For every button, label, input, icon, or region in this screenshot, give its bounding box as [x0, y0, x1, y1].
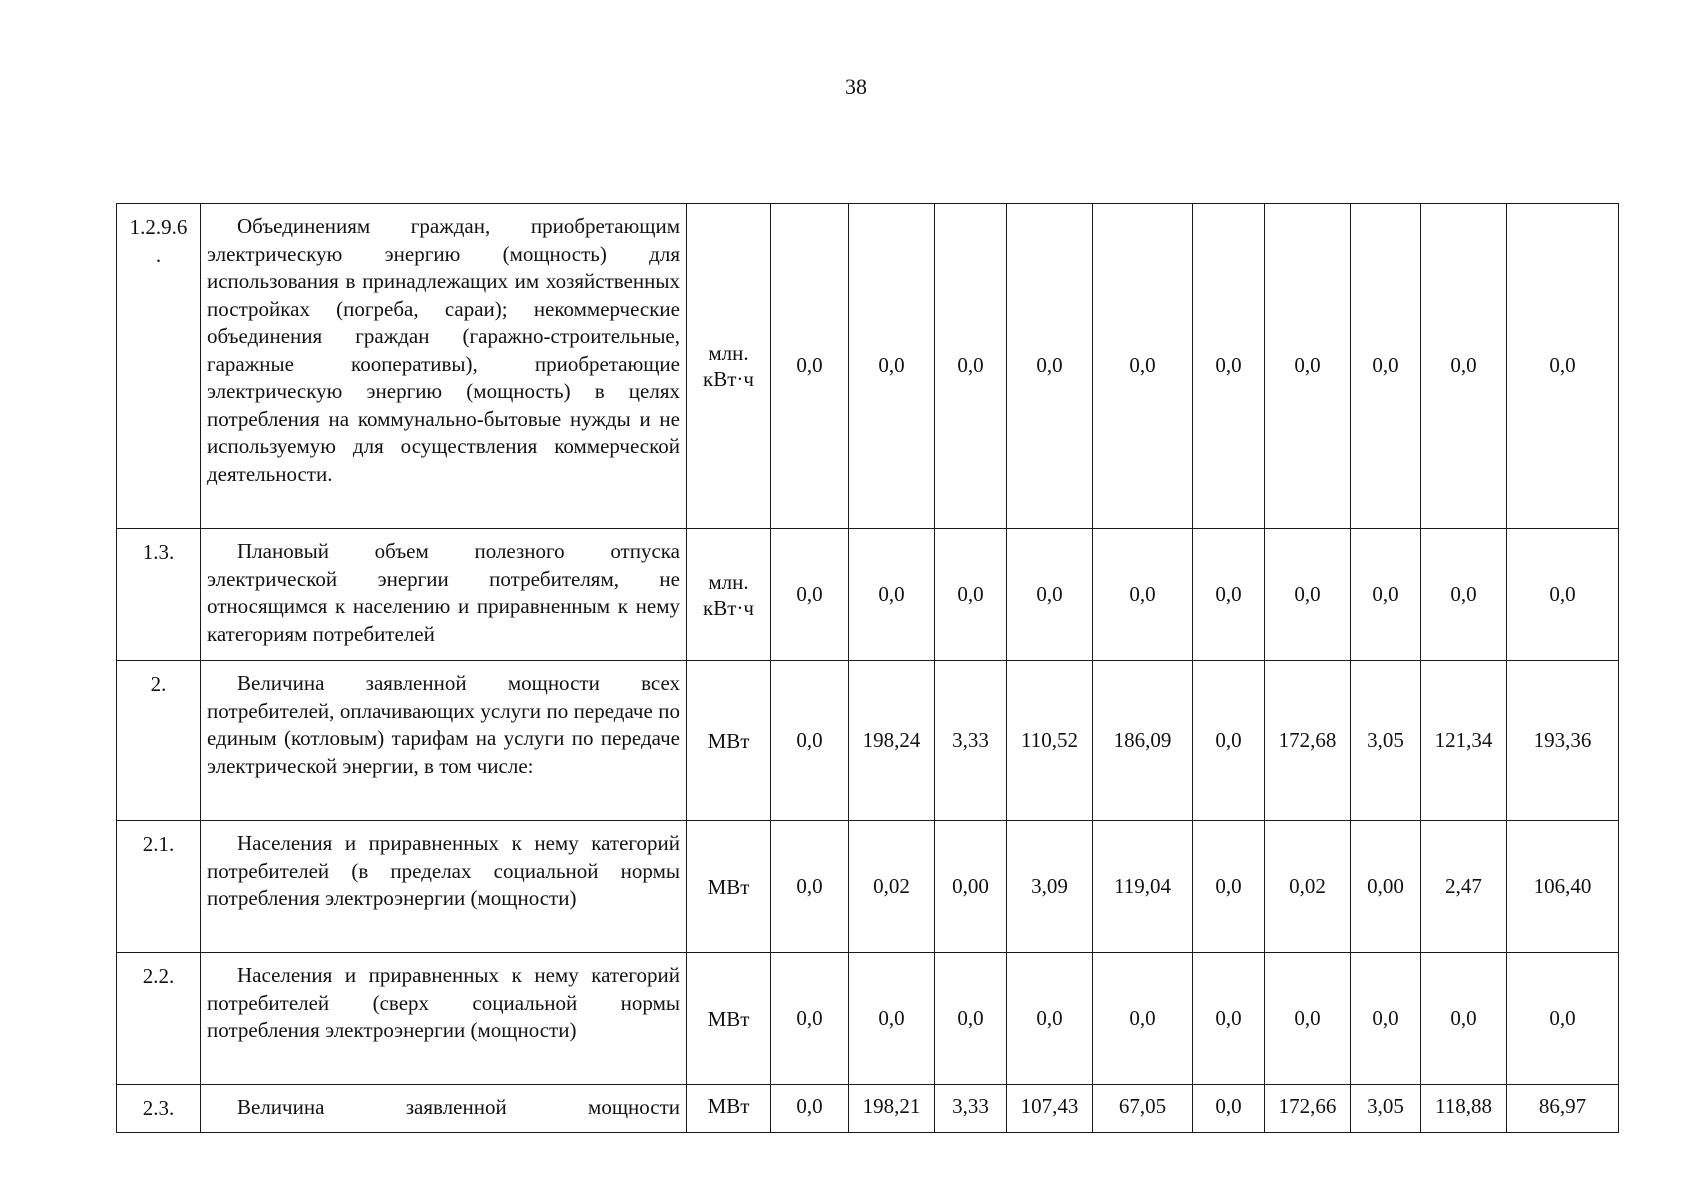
row-value-col-7: 172,66 — [1265, 1085, 1351, 1133]
row-value-col-10: 86,97 — [1507, 1085, 1619, 1133]
row-value-col-8: 0,0 — [1351, 953, 1421, 1085]
row-value-col-4: 0,0 — [1007, 204, 1093, 529]
row-description-text: Плановый объем полезного отпуска электрической энергии потребителям, не относящимся к населению и приравненным к нему категориям потребителей — [207, 539, 680, 646]
row-value-col-9: 118,88 — [1421, 1085, 1507, 1133]
row-description — [201, 953, 687, 1085]
row-description — [201, 821, 687, 953]
table-row — [117, 529, 1619, 661]
row-number: 1.2.9.6 . — [117, 204, 201, 529]
row-description — [201, 1085, 687, 1133]
row-value-col-8: 3,05 — [1351, 661, 1421, 821]
row-value-col-8: 0,0 — [1351, 204, 1421, 529]
table-row — [117, 821, 1619, 953]
row-value-col-6: 0,0 — [1193, 1085, 1265, 1133]
row-value-col-5: 0,0 — [1093, 529, 1193, 661]
row-unit: МВт — [687, 953, 771, 1085]
row-value-col-7: 172,68 — [1265, 661, 1351, 821]
row-description-text: Населения и приравненных к нему категорий потребителей (сверх социальной нормы потребления электроэнергии (мощности) — [207, 963, 680, 1042]
row-value-col-5: 186,09 — [1093, 661, 1193, 821]
row-value-col-3: 0,00 — [935, 821, 1007, 953]
row-number: 2.2. — [117, 953, 201, 1085]
row-value-col-2: 0,0 — [849, 953, 935, 1085]
row-description-text: Величина заявленной мощности — [237, 1095, 680, 1119]
row-value-col-1: 0,0 — [771, 1085, 849, 1133]
row-value-col-6: 0,0 — [1193, 529, 1265, 661]
row-value-col-5: 0,0 — [1093, 953, 1193, 1085]
row-value-col-5: 0,0 — [1093, 204, 1193, 529]
row-value-col-10: 0,0 — [1507, 204, 1619, 529]
row-value-col-1: 0,0 — [771, 529, 849, 661]
row-value-col-8: 0,0 — [1351, 529, 1421, 661]
row-value-col-8: 0,00 — [1351, 821, 1421, 953]
row-unit: МВт — [687, 821, 771, 953]
row-value-col-4: 107,43 — [1007, 1085, 1093, 1133]
row-value-col-3: 0,0 — [935, 204, 1007, 529]
row-value-col-6: 0,0 — [1193, 953, 1265, 1085]
row-value-col-9: 0,0 — [1421, 953, 1507, 1085]
row-value-col-6: 0,0 — [1193, 821, 1265, 953]
row-value-col-2: 0,0 — [849, 204, 935, 529]
row-value-col-10: 0,0 — [1507, 953, 1619, 1085]
row-number: 2. — [117, 661, 201, 821]
row-unit: МВт — [687, 1085, 771, 1133]
row-value-col-1: 0,0 — [771, 661, 849, 821]
row-value-col-4: 3,09 — [1007, 821, 1093, 953]
row-unit: млн. кВт·ч — [687, 204, 771, 529]
row-value-col-9: 121,34 — [1421, 661, 1507, 821]
row-number: 2.1. — [117, 821, 201, 953]
table-row — [117, 204, 1619, 529]
row-value-col-9: 0,0 — [1421, 529, 1507, 661]
row-value-col-7: 0,0 — [1265, 529, 1351, 661]
row-value-col-10: 0,0 — [1507, 529, 1619, 661]
row-value-col-3: 0,0 — [935, 529, 1007, 661]
table-body — [117, 204, 1619, 1133]
row-number: 1.3. — [117, 529, 201, 661]
row-description — [201, 529, 687, 661]
row-value-col-10: 106,40 — [1507, 821, 1619, 953]
row-unit: млн. кВт·ч — [687, 529, 771, 661]
row-value-col-3: 0,0 — [935, 953, 1007, 1085]
row-number: 2.3. — [117, 1085, 201, 1133]
row-value-col-5: 67,05 — [1093, 1085, 1193, 1133]
row-description-text: Объединениям граждан, приобретающим электрическую энергию (мощность) для использования в принадлежащих им хозяйственных постройках (погреба, сараи); некоммерческие объединения граждан (гаражно-строительные, гаражные кооперативы), приобретающие электрическую энергию (мощность) в целях потребления на коммунально-бытовые нужды и не используемую для осуществления коммерческой деятельности. — [207, 214, 680, 486]
row-description-text: Населения и приравненных к нему категорий потребителей (в пределах социальной нормы потребления электроэнергии (мощности) — [207, 831, 680, 910]
row-value-col-7: 0,0 — [1265, 953, 1351, 1085]
row-value-col-1: 0,0 — [771, 204, 849, 529]
row-value-col-2: 0,0 — [849, 529, 935, 661]
row-description — [201, 661, 687, 821]
tariff-table — [116, 203, 1619, 1133]
row-value-col-1: 0,0 — [771, 821, 849, 953]
row-value-col-2: 198,24 — [849, 661, 935, 821]
row-value-col-6: 0,0 — [1193, 204, 1265, 529]
row-unit: МВт — [687, 661, 771, 821]
row-value-col-7: 0,02 — [1265, 821, 1351, 953]
row-value-col-9: 2,47 — [1421, 821, 1507, 953]
page-number: 38 — [845, 74, 867, 99]
table-row — [117, 661, 1619, 821]
row-value-col-4: 0,0 — [1007, 953, 1093, 1085]
row-value-col-10: 193,36 — [1507, 661, 1619, 821]
row-value-col-6: 0,0 — [1193, 661, 1265, 821]
row-value-col-3: 3,33 — [935, 1085, 1007, 1133]
row-value-col-4: 0,0 — [1007, 529, 1093, 661]
row-value-col-2: 198,21 — [849, 1085, 935, 1133]
row-description — [201, 204, 687, 529]
row-description-text: Величина заявленной мощности всех потребителей, оплачивающих услуги по передаче по единым (котловым) тарифам на услуги по передаче электрической энергии, в том числе: — [207, 671, 680, 778]
row-value-col-3: 3,33 — [935, 661, 1007, 821]
table-row — [117, 953, 1619, 1085]
row-value-col-8: 3,05 — [1351, 1085, 1421, 1133]
row-value-col-7: 0,0 — [1265, 204, 1351, 529]
row-value-col-1: 0,0 — [771, 953, 849, 1085]
row-value-col-4: 110,52 — [1007, 661, 1093, 821]
row-value-col-9: 0,0 — [1421, 204, 1507, 529]
row-value-col-5: 119,04 — [1093, 821, 1193, 953]
table-row — [117, 1085, 1619, 1133]
row-value-col-2: 0,02 — [849, 821, 935, 953]
